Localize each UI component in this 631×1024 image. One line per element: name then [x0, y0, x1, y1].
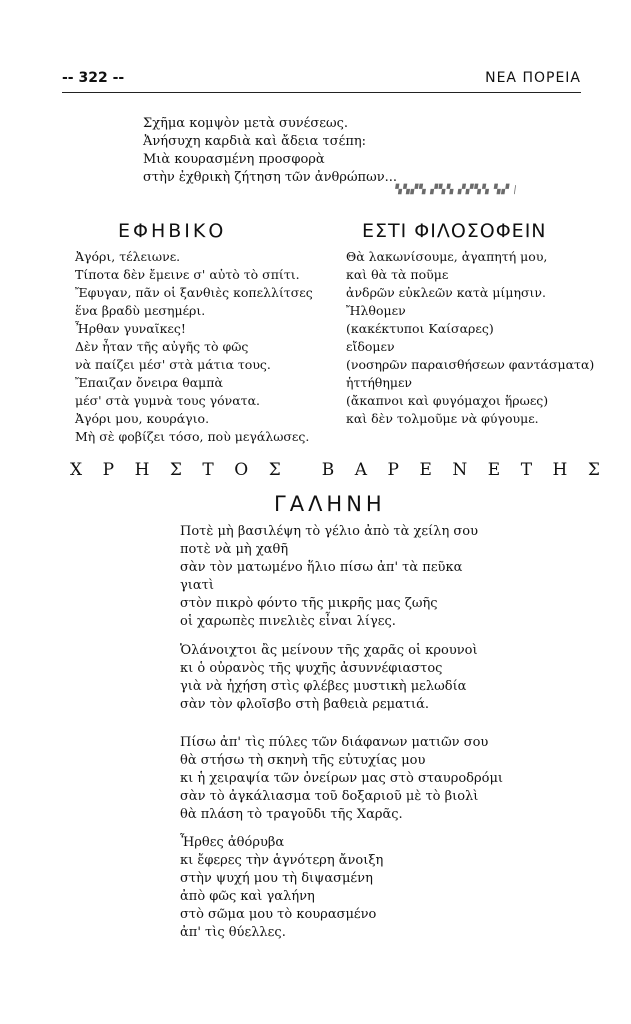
verse-line: θὰ πλάση τὸ τραγοῦδι τῆς Χαρᾶς.: [180, 807, 403, 822]
galini-title: ΓΑΛΗΝΗ: [274, 492, 386, 516]
verse-line: κι ὁ οὐρανὸς τῆς ψυχῆς ἀσυννέφιαστος: [180, 661, 443, 676]
author-letter: Χ: [70, 460, 83, 480]
verse-line: γιὰ νὰ ἠχήση στὶς φλέβες μυστικὴ μελωδία: [180, 679, 467, 694]
print-smudge: ▚▚▞▚ ▞▚▚ ▞▞▚▚ ▚▞ |: [394, 185, 519, 195]
author-letter: Ο: [234, 460, 249, 480]
author-letter: Τ: [202, 460, 214, 480]
verse-line: Μιὰ κουρασμένη προσφορὰ: [143, 152, 325, 167]
author-letter: Β: [321, 460, 335, 480]
galini-stanza-1: [180, 523, 478, 631]
verse-line: Ἔπαιζαν ὄνειρα θαμπὰ: [75, 375, 223, 390]
verse-line: ἀπ' τὶς θύελλες.: [180, 925, 286, 940]
journal-title: ΝΕΑ ΠΟΡΕΙΑ: [485, 70, 581, 86]
right-poem-text: [346, 248, 594, 428]
author-letter: Ν: [452, 460, 468, 480]
author-letter: Α: [354, 460, 368, 480]
top-poem-ending: [143, 115, 397, 187]
right-poem-title: ΕΣΤΙ ΦΙΛΟΣΟΦΕΙΝ: [362, 220, 547, 242]
verse-line: (ἄκαπνοι καὶ φυγόμαχοι ἥρωες): [346, 393, 549, 408]
author-letter: Τ: [520, 460, 533, 480]
verse-line: ἕνα βραδὺ μεσημέρι.: [75, 303, 206, 318]
verse-line: Ἀγόρι μου, κουράγιο.: [75, 411, 210, 426]
verse-line: ἀπὸ φῶς καὶ γαλήνη: [180, 889, 315, 904]
verse-line: σὰν τὸν ματωμένο ἥλιο πίσω ἀπ' τὰ πεῦκα: [180, 560, 463, 575]
author-letter: Ε: [487, 460, 501, 480]
verse-line: ἡττήθημεν: [346, 375, 413, 390]
verse-line: σὰν τὸ ἀγκάλιασμα τοῦ δοξαριοῦ μὲ τὸ βιολὶ: [180, 789, 479, 804]
author-letter: Σ: [268, 460, 281, 480]
verse-line: στὸ σῶμα μου τὸ κουρασμένο: [180, 907, 377, 922]
author-letter: Η: [552, 460, 568, 480]
verse-line: Πίσω ἀπ' τὶς πύλες τῶν διάφανων ματιῶν σου: [180, 735, 489, 750]
verse-line: Θὰ λακωνίσουμε, ἀγαπητή μου,: [346, 249, 548, 264]
author-letter: Ρ: [102, 460, 115, 480]
verse-line: Δὲν ἦταν τῆς αὐγῆς τὸ φῶς: [75, 339, 249, 354]
verse-line: Τίποτα δὲν ἔμεινε σ' αὐτὸ τὸ σπίτι.: [75, 267, 300, 282]
verse-line: (νοσηρῶν παραισθήσεων φαντάσματα): [346, 357, 595, 372]
verse-line: νὰ παίζει μέσ' στὰ μάτια τους.: [75, 357, 271, 372]
verse-line: Ἀγόρι, τέλειωνε.: [75, 249, 181, 264]
verse-line: Ἦρθες ἀθόρυβα: [180, 835, 285, 850]
verse-line: οἱ χαρωπὲς πινελιὲς εἶναι λίγες.: [180, 614, 396, 629]
author-name: [70, 460, 600, 480]
verse-line: (κακέκτυποι Καίσαρες): [346, 321, 494, 336]
verse-line: Ὁλάνοιχτοι ἂς μείνουν τῆς χαρᾶς οἱ κρουνοὶ: [180, 643, 478, 658]
verse-line: κι ἡ χειραψία τῶν ὀνείρων μας στὸ σταυροδρόμι: [180, 771, 504, 786]
verse-line: Σχῆμα κομψὸν μετὰ συνέσεως.: [143, 116, 348, 131]
verse-line: καὶ δὲν τολμοῦμε νὰ φύγουμε.: [346, 411, 539, 426]
left-poem-title: ΕΦΗΒΙΚΟ: [118, 220, 227, 242]
verse-line: ποτὲ νὰ μὴ χαθῆ: [180, 542, 289, 557]
header-rule: [62, 92, 581, 93]
verse-line: θὰ στήσω τὴ σκηνὴ τῆς εὐτυχίας μου: [180, 753, 426, 768]
page-number: -- 322 --: [62, 70, 125, 86]
verse-line: μέσ' στὰ γυμνὰ τους γόνατα.: [75, 393, 260, 408]
verse-line: Ποτὲ μὴ βασιλέψη τὸ γέλιο ἀπὸ τὰ χείλη σου: [180, 524, 478, 539]
left-poem-text: [75, 248, 313, 446]
verse-line: Ἀνήσυχη καρδιὰ καὶ ἄδεια τσέπη:: [143, 134, 367, 149]
verse-line: στὴν ψυχή μου τὴ διψασμένη: [180, 871, 373, 886]
verse-line: στὴν ἐχθρικὴ ζήτηση τῶν ἀνθρώπων...: [143, 170, 397, 185]
author-letter: Ρ: [387, 460, 399, 480]
galini-stanza-3: [180, 734, 503, 824]
verse-line: Ἤλθομεν: [346, 303, 406, 318]
verse-line: στὸν πικρὸ φόντο τῆς μικρῆς μας ζωῆς: [180, 596, 438, 611]
author-letter: Ε: [419, 460, 432, 480]
verse-line: εἴδομεν: [346, 339, 395, 354]
verse-line: καὶ θὰ τὰ ποῦμε: [346, 267, 449, 282]
verse-line: ἀνδρῶν εὐκλεῶν κατὰ μίμησιν.: [346, 285, 546, 300]
galini-stanza-2: [180, 642, 478, 714]
galini-stanza-4: [180, 834, 383, 942]
author-letter: Σ: [587, 460, 600, 480]
verse-line: κι ἔφερες τὴν ἁγνότερη ἄνοιξη: [180, 853, 384, 868]
verse-line: Ἔφυγαν, πᾶν οἱ ξανθιὲς κοπελλίτσες: [75, 285, 313, 300]
author-letter: Σ: [169, 460, 182, 480]
verse-line: σὰν τὸν φλοῖσβο στὴ βαθειὰ ρεματιά.: [180, 697, 430, 712]
author-letter: Η: [134, 460, 150, 480]
verse-line: Ἦρθαν γυναῖκες!: [75, 321, 186, 336]
verse-line: γιατὶ: [180, 578, 214, 593]
verse-line: Μὴ σὲ φοβίζει τόσο, ποὺ μεγάλωσες.: [75, 429, 310, 444]
